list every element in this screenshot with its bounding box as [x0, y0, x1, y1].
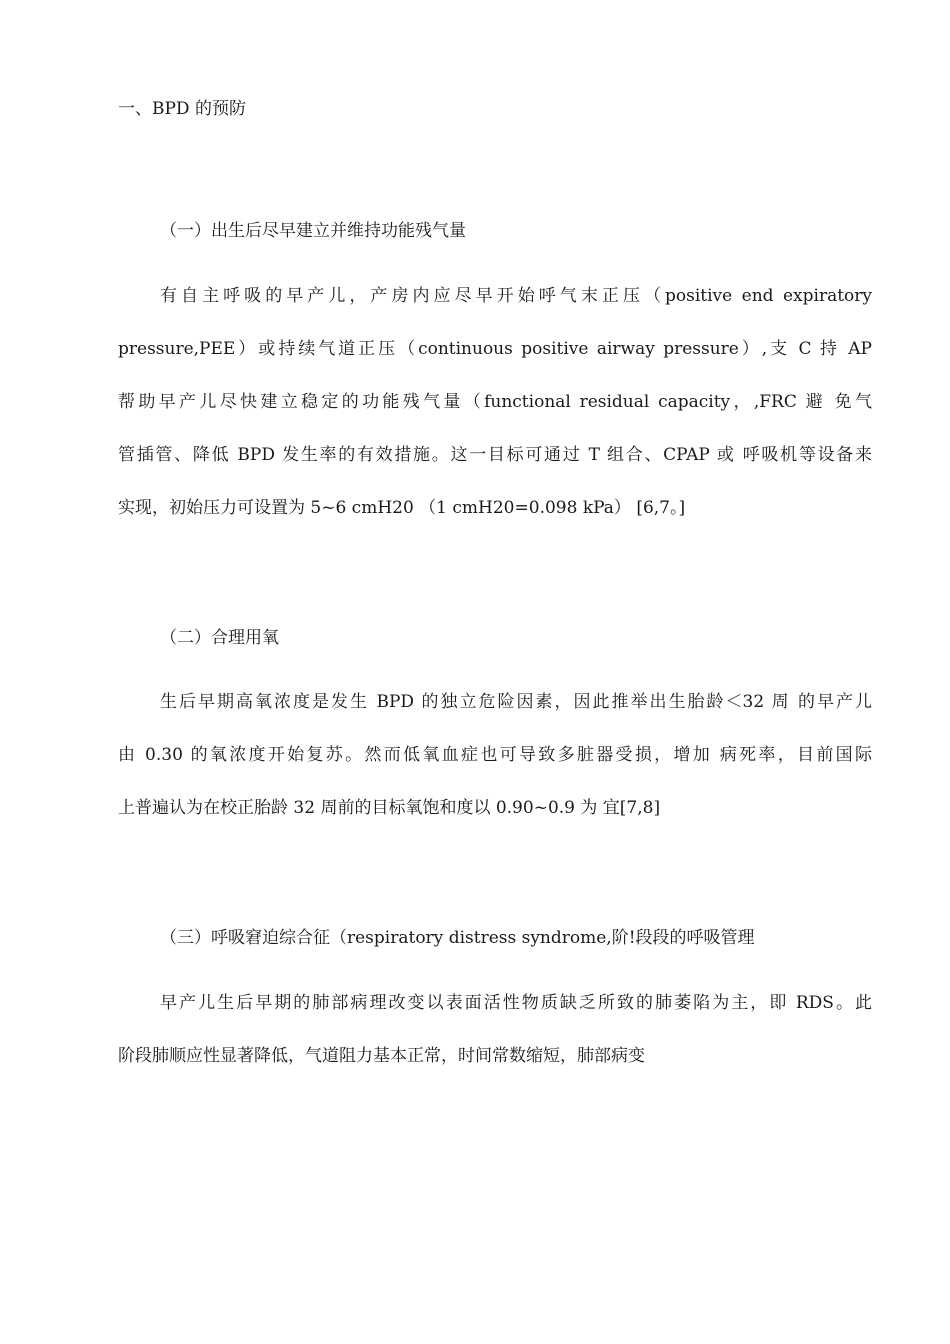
paragraph-line: 实现，初始压力可设置为 5~6 cmH20 （1 cmH20=0.098 kPa） [6,7。]: [118, 498, 686, 518]
section-heading-2: （二）合理用氧: [160, 628, 279, 648]
section-heading-1: （一）出生后尽早建立并维持功能残气量: [160, 221, 466, 241]
paragraph-line: 上普遍认为在校正胎龄 32 周前的目标氧饱和度以 0.90~0.9 为 宜[7,8]: [118, 798, 661, 818]
paragraph-line: 生后早期高氧浓度是发生 BPD 的独立危险因素，因此推举出生胎龄＜32 周 的早产儿: [160, 692, 872, 712]
paragraph-line: pressure,PEE）或持续气道正压（continuous positive airway pressure）,支 C 持 AP: [118, 339, 872, 359]
paragraph-line: 有自主呼吸的早产儿，产房内应尽早开始呼气末正压（positive end expiratory: [160, 286, 872, 306]
paragraph-line: 由 0.30 的氧浓度开始复苏。然而低氧血症也可导致多脏器受损，增加 病死率，目前国际: [118, 745, 872, 765]
document-title: 一、BPD 的预防: [118, 99, 246, 119]
paragraph-line: 早产儿生后早期的肺部病理改变以表面活性物质缺乏所致的肺萎陷为主，即 RDS。此: [160, 993, 872, 1013]
paragraph-line: 帮助早产儿尽快建立稳定的功能残气量（functional residual capacity，,FRC 避 免气: [118, 392, 872, 412]
section-heading-3: （三）呼吸窘迫综合征（respiratory distress syndrome,阶!段段的呼吸管理: [160, 928, 755, 948]
paragraph-line: 管插管、降低 BPD 发生率的有效措施。这一目标可通过 T 组合、CPAP 或 呼吸机等设备来: [118, 445, 872, 465]
paragraph-line: 阶段肺顺应性显著降低，气道阻力基本正常，时间常数缩短，肺部病变: [118, 1046, 645, 1066]
